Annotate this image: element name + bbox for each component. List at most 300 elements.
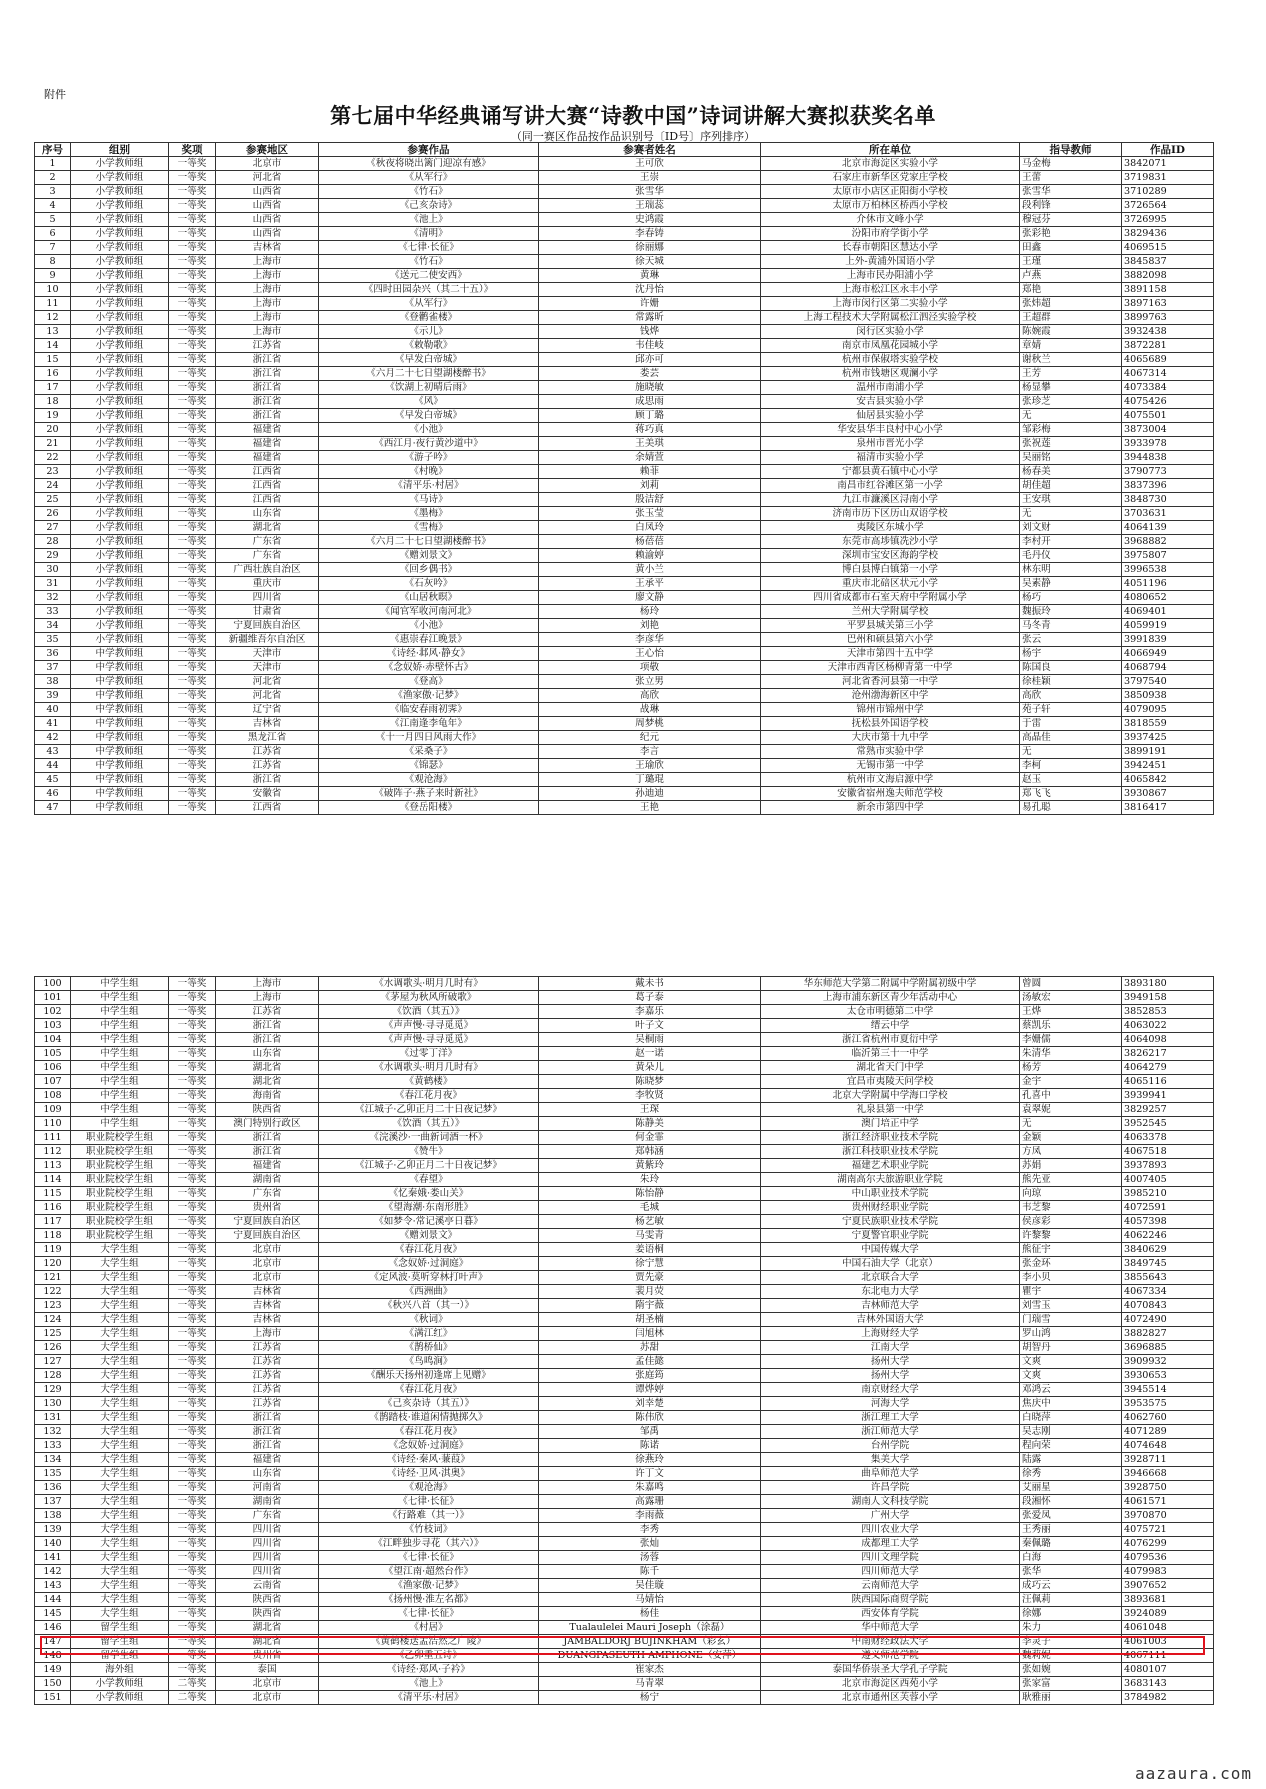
cell-work-id: 3703631 xyxy=(1122,507,1214,521)
cell-region: 上海市 xyxy=(216,325,319,339)
cell-group: 小学教师组 xyxy=(71,563,169,577)
table-row xyxy=(35,227,1214,241)
cell-region: 北京市 xyxy=(216,1271,319,1285)
cell-work-id: 3949158 xyxy=(1122,991,1214,1005)
cell-region: 福建省 xyxy=(216,437,319,451)
cell-work-id: 3797540 xyxy=(1122,675,1214,689)
cell-teacher: 李柯 xyxy=(1020,759,1122,773)
cell-region: 浙江省 xyxy=(216,395,319,409)
cell-participant: 张庭筠 xyxy=(539,1369,761,1383)
cell-work-id: 3845837 xyxy=(1122,255,1214,269)
cell-teacher: 张彩艳 xyxy=(1020,227,1122,241)
cell-award: 一等奖 xyxy=(169,1439,216,1453)
cell-group: 大学生组 xyxy=(71,1285,169,1299)
cell-region: 四川省 xyxy=(216,1565,319,1579)
cell-work-id: 3855643 xyxy=(1122,1271,1214,1285)
cell-index: 5 xyxy=(35,213,71,227)
cell-institution: 曲阜师范大学 xyxy=(761,1467,1020,1481)
cell-award: 一等奖 xyxy=(169,1047,216,1061)
cell-institution: 石家庄市新华区党家庄学校 xyxy=(761,171,1020,185)
cell-participant: 汤蓉 xyxy=(539,1551,761,1565)
cell-group: 小学教师组 xyxy=(71,171,169,185)
cell-index: 144 xyxy=(35,1593,71,1607)
cell-region: 山东省 xyxy=(216,1047,319,1061)
cell-award: 一等奖 xyxy=(169,1285,216,1299)
cell-institution: 华东师范大学第二附属中学附属初级中学 xyxy=(761,977,1020,991)
cell-group: 大学生组 xyxy=(71,1565,169,1579)
cell-participant: 张雪华 xyxy=(539,185,761,199)
cell-region: 江苏省 xyxy=(216,1005,319,1019)
cell-teacher: 胡佳超 xyxy=(1020,479,1122,493)
cell-work: 《六月二十七日望湖楼醉书》 xyxy=(319,367,539,381)
cell-participant: 杨宁 xyxy=(539,1691,761,1705)
cell-group: 中学生组 xyxy=(71,1005,169,1019)
cell-institution: 湖南高尔夫旅游职业学院 xyxy=(761,1173,1020,1187)
cell-participant: 何金霏 xyxy=(539,1131,761,1145)
cell-region: 上海市 xyxy=(216,311,319,325)
cell-teacher: 杨宇 xyxy=(1020,647,1122,661)
cell-region: 四川省 xyxy=(216,1551,319,1565)
cell-work-id: 4069401 xyxy=(1122,605,1214,619)
cell-group: 小学教师组 xyxy=(71,395,169,409)
cell-institution: 无锡市第一中学 xyxy=(761,759,1020,773)
header-award: 奖项 xyxy=(169,143,216,157)
cell-region: 北京市 xyxy=(216,1243,319,1257)
cell-work-id: 3726995 xyxy=(1122,213,1214,227)
table-row xyxy=(35,1285,1214,1299)
cell-work: 《秋兴八首（其一）》 xyxy=(319,1299,539,1313)
cell-work-id: 4063378 xyxy=(1122,1131,1214,1145)
cell-work: 《己亥杂诗（其五）》 xyxy=(319,1397,539,1411)
cell-region: 宁夏回族自治区 xyxy=(216,619,319,633)
cell-group: 小学教师组 xyxy=(71,199,169,213)
table-row xyxy=(35,353,1214,367)
cell-institution: 兰州大学附属学校 xyxy=(761,605,1020,619)
cell-participant: 邹禹 xyxy=(539,1425,761,1439)
cell-award: 一等奖 xyxy=(169,703,216,717)
cell-work: 《小池》 xyxy=(319,619,539,633)
cell-group: 中学生组 xyxy=(71,1117,169,1131)
cell-institution: 温州市南浦小学 xyxy=(761,381,1020,395)
cell-group: 中学教师组 xyxy=(71,801,169,815)
cell-teacher: 徐秀 xyxy=(1020,1467,1122,1481)
cell-index: 18 xyxy=(35,395,71,409)
cell-work: 《池上》 xyxy=(319,1677,539,1691)
cell-award: 一等奖 xyxy=(169,1537,216,1551)
cell-participant: 毛城 xyxy=(539,1201,761,1215)
cell-participant: 杨玲 xyxy=(539,605,761,619)
cell-teacher: 杨显攀 xyxy=(1020,381,1122,395)
cell-region: 广东省 xyxy=(216,1509,319,1523)
cell-award: 一等奖 xyxy=(169,1131,216,1145)
cell-index: 9 xyxy=(35,269,71,283)
cell-work-id: 3850938 xyxy=(1122,689,1214,703)
table-row xyxy=(35,591,1214,605)
cell-teacher: 田鑫 xyxy=(1020,241,1122,255)
cell-work-id: 3945514 xyxy=(1122,1383,1214,1397)
cell-institution: 深圳市宝安区海韵学校 xyxy=(761,549,1020,563)
cell-institution: 长春市朝阳区慧达小学 xyxy=(761,241,1020,255)
cell-work: 《声声慢·寻寻觅觅》 xyxy=(319,1019,539,1033)
cell-award: 一等奖 xyxy=(169,591,216,605)
table-row xyxy=(35,1453,1214,1467)
cell-work-id: 4074648 xyxy=(1122,1439,1214,1453)
cell-index: 28 xyxy=(35,535,71,549)
table-row xyxy=(35,283,1214,297)
cell-region: 江西省 xyxy=(216,479,319,493)
table-row xyxy=(35,1159,1214,1173)
cell-work-id: 3848730 xyxy=(1122,493,1214,507)
cell-region: 广东省 xyxy=(216,549,319,563)
cell-index: 4 xyxy=(35,199,71,213)
cell-index: 116 xyxy=(35,1201,71,1215)
cell-work-id: 4057398 xyxy=(1122,1215,1214,1229)
cell-index: 118 xyxy=(35,1229,71,1243)
cell-award: 一等奖 xyxy=(169,1103,216,1117)
cell-institution: 浙江科技职业技术学院 xyxy=(761,1145,1020,1159)
cell-teacher: 林东明 xyxy=(1020,563,1122,577)
cell-group: 小学教师组 xyxy=(71,353,169,367)
cell-award: 一等奖 xyxy=(169,1621,216,1635)
cell-award: 二等奖 xyxy=(169,1677,216,1691)
cell-work-id: 3840629 xyxy=(1122,1243,1214,1257)
cell-region: 上海市 xyxy=(216,1327,319,1341)
cell-index: 38 xyxy=(35,675,71,689)
cell-work: 《乙卯重五诗》 xyxy=(319,1649,539,1663)
cell-index: 34 xyxy=(35,619,71,633)
cell-participant: 陈怡静 xyxy=(539,1187,761,1201)
cell-work-id: 4072591 xyxy=(1122,1201,1214,1215)
cell-award: 一等奖 xyxy=(169,1663,216,1677)
cell-teacher: 高晶佳 xyxy=(1020,731,1122,745)
cell-institution: 许昌学院 xyxy=(761,1481,1020,1495)
cell-teacher: 程向荣 xyxy=(1020,1439,1122,1453)
cell-teacher: 汪佩莉 xyxy=(1020,1593,1122,1607)
cell-institution: 泰国华侨崇圣大学孔子学院 xyxy=(761,1663,1020,1677)
cell-institution: 浙江理工大学 xyxy=(761,1411,1020,1425)
cell-award: 一等奖 xyxy=(169,339,216,353)
cell-group: 留学生组 xyxy=(71,1649,169,1663)
cell-index: 128 xyxy=(35,1369,71,1383)
cell-work: 《江畔独步寻花（其六）》 xyxy=(319,1537,539,1551)
table-row xyxy=(35,661,1214,675)
cell-index: 20 xyxy=(35,423,71,437)
cell-region: 江苏省 xyxy=(216,1383,319,1397)
cell-participant: 李言 xyxy=(539,745,761,759)
cell-index: 29 xyxy=(35,549,71,563)
highlight-box xyxy=(40,1636,1205,1655)
cell-teacher: 易孔聪 xyxy=(1020,801,1122,815)
table-row xyxy=(35,535,1214,549)
cell-institution: 吉林师范大学 xyxy=(761,1299,1020,1313)
cell-work: 《江城子·乙卯正月二十日夜记梦》 xyxy=(319,1159,539,1173)
cell-region: 江苏省 xyxy=(216,1397,319,1411)
cell-index: 2 xyxy=(35,171,71,185)
cell-group: 大学生组 xyxy=(71,1355,169,1369)
cell-institution: 陕西国际商贸学院 xyxy=(761,1593,1020,1607)
cell-group: 中学生组 xyxy=(71,1075,169,1089)
cell-group: 大学生组 xyxy=(71,1411,169,1425)
cell-index: 134 xyxy=(35,1453,71,1467)
cell-group: 职业院校学生组 xyxy=(71,1229,169,1243)
cell-participant: 丁璐琨 xyxy=(539,773,761,787)
cell-teacher: 赵玉 xyxy=(1020,773,1122,787)
cell-index: 47 xyxy=(35,801,71,815)
cell-index: 12 xyxy=(35,311,71,325)
cell-work: 《登鹳雀楼》 xyxy=(319,311,539,325)
header-institution: 所在单位 xyxy=(761,143,1020,157)
cell-institution: 太原市小店区正阳街小学校 xyxy=(761,185,1020,199)
cell-institution: 新余市第四中学 xyxy=(761,801,1020,815)
table-row xyxy=(35,759,1214,773)
annex-label: 附件 xyxy=(44,88,66,101)
cell-teacher: 向琼 xyxy=(1020,1187,1122,1201)
cell-award: 一等奖 xyxy=(169,1425,216,1439)
cell-region: 湖南省 xyxy=(216,1495,319,1509)
cell-index: 110 xyxy=(35,1117,71,1131)
table-row xyxy=(35,605,1214,619)
cell-participant: 姜语桐 xyxy=(539,1243,761,1257)
cell-group: 职业院校学生组 xyxy=(71,1145,169,1159)
cell-institution: 上海工程技术大学附属松江泗泾实验学校 xyxy=(761,311,1020,325)
cell-institution: 中山职业技术学院 xyxy=(761,1187,1020,1201)
cell-institution: 杭州市文海启源中学 xyxy=(761,773,1020,787)
cell-award: 一等奖 xyxy=(169,1173,216,1187)
awards-table-part-1 xyxy=(34,142,1214,815)
cell-work: 《饮酒（其五）》 xyxy=(319,1005,539,1019)
cell-award: 一等奖 xyxy=(169,297,216,311)
cell-participant: 王琛 xyxy=(539,1103,761,1117)
cell-teacher: 徐桂颖 xyxy=(1020,675,1122,689)
cell-institution: 抚松县外国语学校 xyxy=(761,717,1020,731)
cell-work-id: 4072490 xyxy=(1122,1313,1214,1327)
cell-index: 31 xyxy=(35,577,71,591)
cell-work: 《西洲曲》 xyxy=(319,1285,539,1299)
cell-work: 《村晚》 xyxy=(319,465,539,479)
cell-work-id: 4061571 xyxy=(1122,1495,1214,1509)
table-row xyxy=(35,647,1214,661)
cell-teacher: 张珍芝 xyxy=(1020,395,1122,409)
cell-work: 《春江花月夜》 xyxy=(319,1383,539,1397)
cell-work-id: 4067518 xyxy=(1122,1145,1214,1159)
cell-award: 一等奖 xyxy=(169,675,216,689)
cell-institution: 宁夏民族职业技术学院 xyxy=(761,1215,1020,1229)
cell-participant: 马青翠 xyxy=(539,1677,761,1691)
cell-institution: 扬州大学 xyxy=(761,1369,1020,1383)
cell-institution: 江南大学 xyxy=(761,1341,1020,1355)
cell-region: 山西省 xyxy=(216,199,319,213)
cell-region: 江西省 xyxy=(216,493,319,507)
table-row xyxy=(35,157,1214,171)
cell-group: 中学教师组 xyxy=(71,759,169,773)
cell-region: 湖北省 xyxy=(216,521,319,535)
table-row xyxy=(35,1607,1214,1621)
cell-institution: 西安体育学院 xyxy=(761,1607,1020,1621)
cell-group: 职业院校学生组 xyxy=(71,1159,169,1173)
cell-participant: 徐宁慧 xyxy=(539,1257,761,1271)
cell-participant: 殷洁舒 xyxy=(539,493,761,507)
cell-group: 大学生组 xyxy=(71,1439,169,1453)
cell-group: 小学教师组 xyxy=(71,311,169,325)
table-row xyxy=(35,1663,1214,1677)
cell-work: 《赠刘景文》 xyxy=(319,549,539,563)
table-row xyxy=(35,1439,1214,1453)
table-row xyxy=(35,977,1214,991)
cell-work-id: 4080652 xyxy=(1122,591,1214,605)
cell-award: 一等奖 xyxy=(169,633,216,647)
cell-participant: 沈丹怡 xyxy=(539,283,761,297)
cell-index: 6 xyxy=(35,227,71,241)
cell-work-id: 3991839 xyxy=(1122,633,1214,647)
cell-institution: 平罗县城关第三小学 xyxy=(761,619,1020,633)
cell-award: 一等奖 xyxy=(169,1453,216,1467)
cell-group: 中学教师组 xyxy=(71,731,169,745)
cell-work: 《忆秦娥·娄山关》 xyxy=(319,1187,539,1201)
cell-work: 《诗经·邶风·静女》 xyxy=(319,647,539,661)
cell-participant: 朱嘉鸣 xyxy=(539,1481,761,1495)
cell-work: 《石灰吟》 xyxy=(319,577,539,591)
cell-work: 《早发白帝城》 xyxy=(319,353,539,367)
cell-work: 《饮湖上初晴后雨》 xyxy=(319,381,539,395)
table-row xyxy=(35,199,1214,213)
cell-work-id: 3784982 xyxy=(1122,1691,1214,1705)
cell-institution: 杭州市保俶塔实验学校 xyxy=(761,353,1020,367)
cell-group: 大学生组 xyxy=(71,1495,169,1509)
cell-institution: 北京市海淀区西苑小学 xyxy=(761,1677,1020,1691)
cell-region: 河北省 xyxy=(216,171,319,185)
cell-index: 100 xyxy=(35,977,71,991)
cell-work: 《鹊桥仙》 xyxy=(319,1341,539,1355)
cell-award: 一等奖 xyxy=(169,661,216,675)
cell-participant: 杨佳 xyxy=(539,1607,761,1621)
cell-participant: 赖渝婷 xyxy=(539,549,761,563)
cell-work-id: 3937893 xyxy=(1122,1159,1214,1173)
cell-award: 一等奖 xyxy=(169,577,216,591)
cell-work: 《村居》 xyxy=(319,1621,539,1635)
cell-award: 一等奖 xyxy=(169,1383,216,1397)
cell-institution: 贵州财经职业学院 xyxy=(761,1201,1020,1215)
cell-teacher: 杨巧 xyxy=(1020,591,1122,605)
table-row xyxy=(35,297,1214,311)
cell-participant: 崔家杰 xyxy=(539,1663,761,1677)
cell-group: 大学生组 xyxy=(71,1523,169,1537)
cell-award: 一等奖 xyxy=(169,353,216,367)
cell-index: 127 xyxy=(35,1355,71,1369)
cell-teacher: 秦佩璐 xyxy=(1020,1537,1122,1551)
cell-institution: 澳门培正中学 xyxy=(761,1117,1020,1131)
cell-group: 小学教师组 xyxy=(71,437,169,451)
cell-group: 职业院校学生组 xyxy=(71,1131,169,1145)
cell-institution: 沧州渤海新区中学 xyxy=(761,689,1020,703)
cell-participant: 王瑞蕊 xyxy=(539,199,761,213)
table-row xyxy=(35,1033,1214,1047)
cell-award: 一等奖 xyxy=(169,1117,216,1131)
cell-work: 《酬乐天扬州初逢席上见赠》 xyxy=(319,1369,539,1383)
table-body-part-1 xyxy=(35,157,1214,815)
cell-work: 《墨梅》 xyxy=(319,507,539,521)
cell-work-id: 4075426 xyxy=(1122,395,1214,409)
cell-work: 《敕勒歌》 xyxy=(319,339,539,353)
cell-region: 陕西省 xyxy=(216,1593,319,1607)
cell-teacher: 成巧云 xyxy=(1020,1579,1122,1593)
cell-work-id: 4007405 xyxy=(1122,1173,1214,1187)
cell-award: 一等奖 xyxy=(169,773,216,787)
cell-teacher: 熊征宇 xyxy=(1020,1243,1122,1257)
cell-work: 《黄鹤楼送孟浩然之广陵》 xyxy=(319,1635,539,1649)
cell-index: 140 xyxy=(35,1537,71,1551)
cell-teacher: 张祝莲 xyxy=(1020,437,1122,451)
cell-teacher: 胡智丹 xyxy=(1020,1341,1122,1355)
cell-participant: 王承平 xyxy=(539,577,761,591)
cell-participant: 李嘉乐 xyxy=(539,1005,761,1019)
cell-work-id: 4064139 xyxy=(1122,521,1214,535)
cell-work-id: 4075501 xyxy=(1122,409,1214,423)
cell-participant: JAMBALDORJ BUJINKHAM（彩玄） xyxy=(539,1635,761,1649)
cell-index: 37 xyxy=(35,661,71,675)
cell-index: 24 xyxy=(35,479,71,493)
cell-region: 湖北省 xyxy=(216,1075,319,1089)
cell-region: 浙江省 xyxy=(216,381,319,395)
cell-institution: 东莞市高埗镇冼沙小学 xyxy=(761,535,1020,549)
cell-teacher: 无 xyxy=(1020,409,1122,423)
table-row xyxy=(35,773,1214,787)
cell-award: 一等奖 xyxy=(169,1509,216,1523)
cell-work: 《从军行》 xyxy=(319,171,539,185)
cell-teacher: 段湘怀 xyxy=(1020,1495,1122,1509)
cell-institution: 临沂第三十一中学 xyxy=(761,1047,1020,1061)
cell-group: 小学教师组 xyxy=(71,451,169,465)
table-row xyxy=(35,255,1214,269)
cell-participant: 叶子文 xyxy=(539,1019,761,1033)
cell-institution: 上海财经大学 xyxy=(761,1327,1020,1341)
cell-award: 一等奖 xyxy=(169,1299,216,1313)
cell-award: 一等奖 xyxy=(169,1341,216,1355)
table-row xyxy=(35,1257,1214,1271)
table-row xyxy=(35,1187,1214,1201)
cell-participant: 刘莉 xyxy=(539,479,761,493)
cell-region: 河南省 xyxy=(216,1481,319,1495)
table-row xyxy=(35,1537,1214,1551)
cell-award: 一等奖 xyxy=(169,1271,216,1285)
cell-work: 《饮酒（其五）》 xyxy=(319,1117,539,1131)
cell-work: 《六月二十七日望湖楼醉书》 xyxy=(319,535,539,549)
cell-index: 150 xyxy=(35,1677,71,1691)
cell-work-id: 4051196 xyxy=(1122,577,1214,591)
cell-group: 大学生组 xyxy=(71,1579,169,1593)
cell-institution: 湖北省天门中学 xyxy=(761,1061,1020,1075)
cell-teacher: 无 xyxy=(1020,745,1122,759)
cell-institution: 杭州市钱塘区观澜小学 xyxy=(761,367,1020,381)
cell-participant: 高欣 xyxy=(539,689,761,703)
cell-teacher: 李灵子 xyxy=(1020,1635,1122,1649)
cell-work-id: 3909932 xyxy=(1122,1355,1214,1369)
cell-teacher: 李姗儒 xyxy=(1020,1033,1122,1047)
cell-work-id: 4061048 xyxy=(1122,1621,1214,1635)
cell-index: 44 xyxy=(35,759,71,773)
table-row xyxy=(35,1229,1214,1243)
cell-region: 山西省 xyxy=(216,185,319,199)
cell-region: 北京市 xyxy=(216,157,319,171)
cell-work: 《破阵子·燕子来时新社》 xyxy=(319,787,539,801)
cell-work: 《念奴娇·赤壁怀古》 xyxy=(319,661,539,675)
cell-award: 一等奖 xyxy=(169,1355,216,1369)
cell-participant: 郑韩涵 xyxy=(539,1145,761,1159)
cell-participant: 李秀 xyxy=(539,1523,761,1537)
cell-participant: 陈诺 xyxy=(539,1439,761,1453)
cell-award: 一等奖 xyxy=(169,1565,216,1579)
table-row xyxy=(35,1677,1214,1691)
cell-index: 122 xyxy=(35,1285,71,1299)
